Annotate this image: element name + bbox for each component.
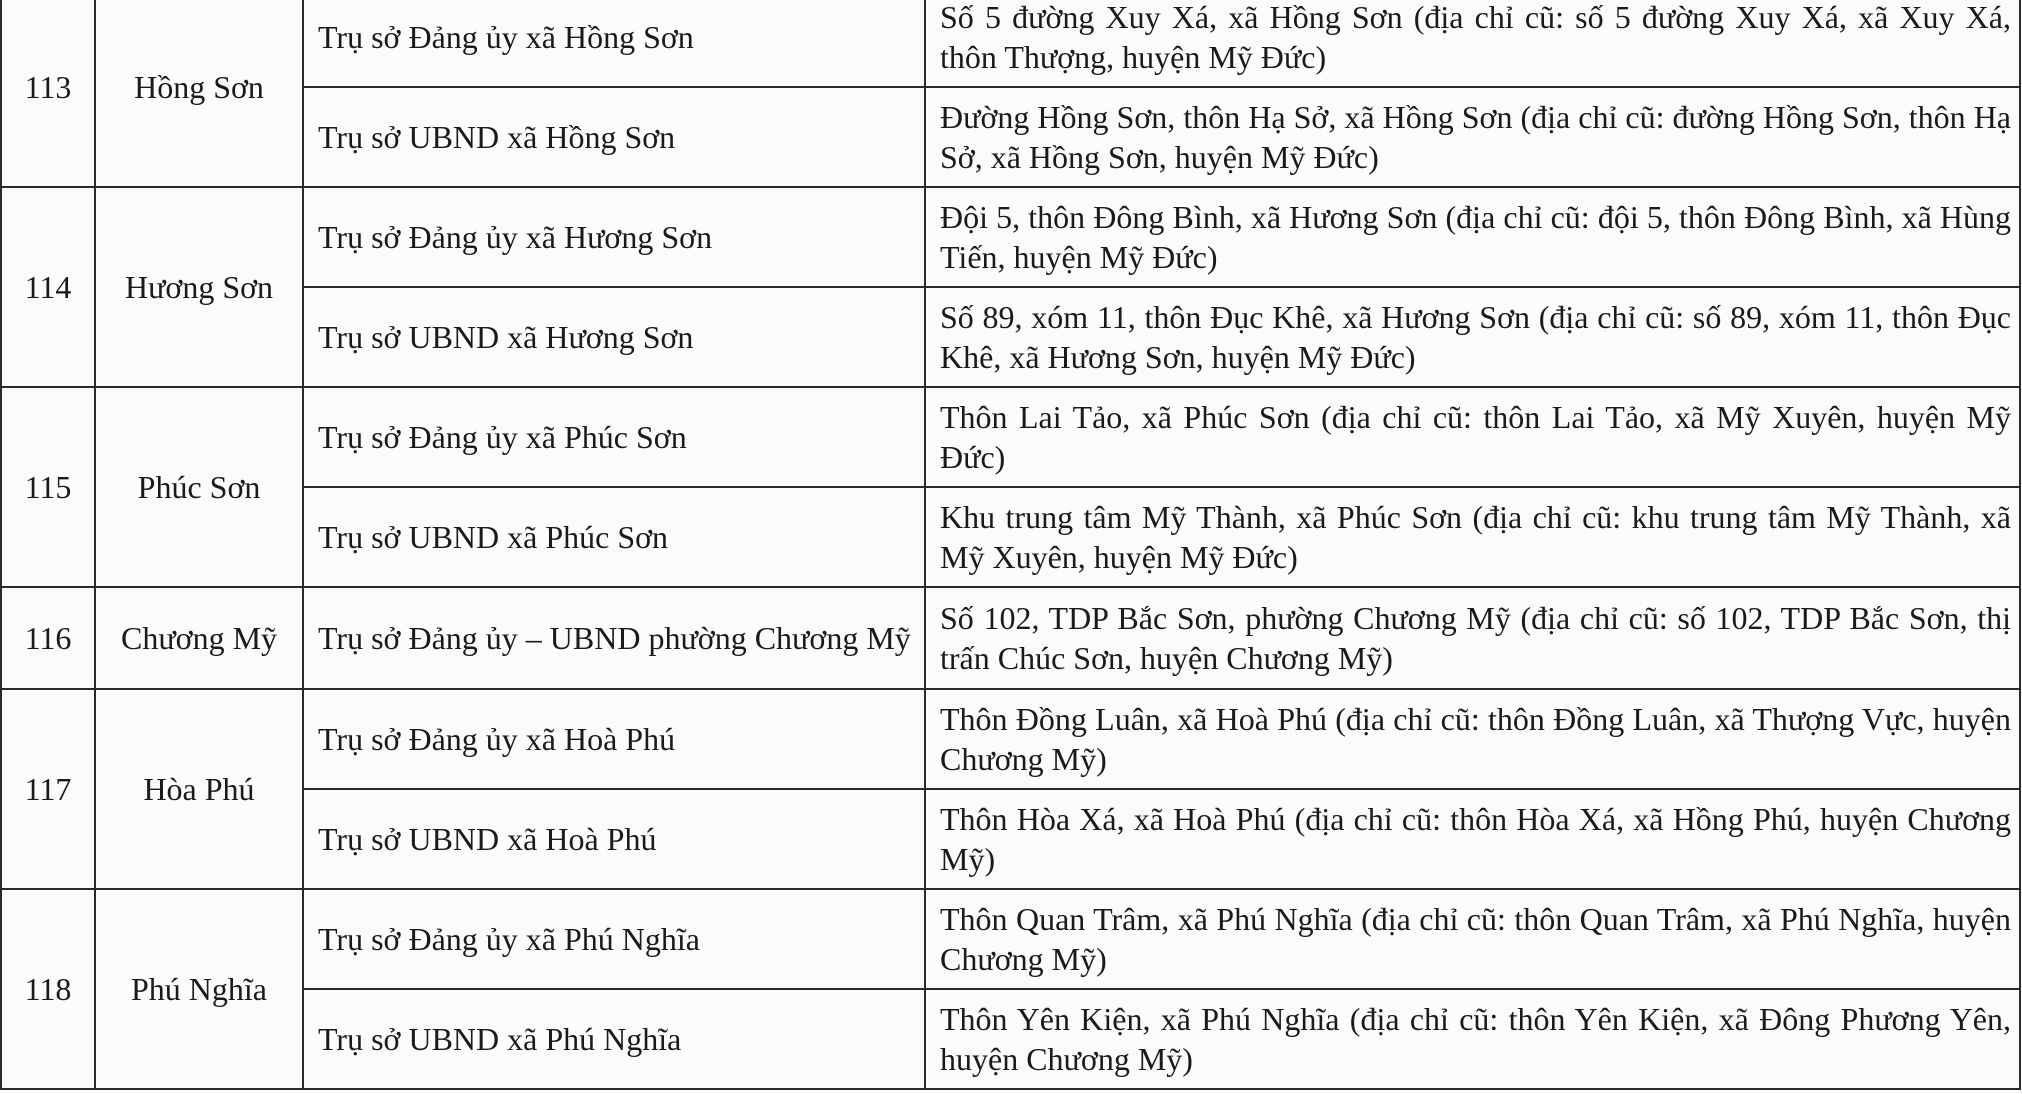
unit-name: Hồng Sơn xyxy=(95,0,303,187)
table-row xyxy=(1,789,2020,889)
table-row xyxy=(1,487,2020,587)
place-cell: Trụ sở Đảng ủy xã Hoà Phú xyxy=(303,689,925,789)
table-row xyxy=(1,587,2020,689)
address-cell: Thôn Lai Tảo, xã Phúc Sơn (địa chỉ cũ: thôn Lai Tảo, xã Mỹ Xuyên, huyện Mỹ Đức) xyxy=(925,387,2020,487)
place-cell: Trụ sở UBND xã Hoà Phú xyxy=(303,789,925,889)
address-cell: Thôn Đồng Luân, xã Hoà Phú (địa chỉ cũ: thôn Đồng Luân, xã Thượng Vực, huyện Chương Mỹ) xyxy=(925,689,2020,789)
address-cell: Đường Hồng Sơn, thôn Hạ Sở, xã Hồng Sơn (địa chỉ cũ: đường Hồng Sơn, thôn Hạ Sở, xã Hồng Sơn, huyện Mỹ Đức) xyxy=(925,87,2020,187)
address-cell: Thôn Hòa Xá, xã Hoà Phú (địa chỉ cũ: thôn Hòa Xá, xã Hồng Phú, huyện Chương Mỹ) xyxy=(925,789,2020,889)
place-cell: Trụ sở Đảng ủy – UBND phường Chương Mỹ xyxy=(303,587,925,689)
address-cell: Thôn Yên Kiện, xã Phú Nghĩa (địa chỉ cũ: thôn Yên Kiện, xã Đông Phương Yên, huyện Chương Mỹ) xyxy=(925,989,2020,1089)
row-number: 116 xyxy=(1,587,95,689)
address-cell: Đội 5, thôn Đông Bình, xã Hương Sơn (địa chỉ cũ: đội 5, thôn Đông Bình, xã Hùng Tiến, huyện Mỹ Đức) xyxy=(925,187,2020,287)
unit-name: Chương Mỹ xyxy=(95,587,303,689)
table-row xyxy=(1,87,2020,187)
address-cell: Khu trung tâm Mỹ Thành, xã Phúc Sơn (địa chỉ cũ: khu trung tâm Mỹ Thành, xã Mỹ Xuyên, huyện Mỹ Đức) xyxy=(925,487,2020,587)
row-number: 115 xyxy=(1,387,95,587)
place-cell: Trụ sở UBND xã Hồng Sơn xyxy=(303,87,925,187)
address-cell: Thôn Quan Trâm, xã Phú Nghĩa (địa chỉ cũ: thôn Quan Trâm, xã Phú Nghĩa, huyện Chương Mỹ) xyxy=(925,889,2020,989)
place-cell: Trụ sở Đảng ủy xã Hồng Sơn xyxy=(303,0,925,87)
place-cell: Trụ sở UBND xã Phú Nghĩa xyxy=(303,989,925,1089)
row-number: 118 xyxy=(1,889,95,1089)
row-number: 117 xyxy=(1,689,95,889)
table-row xyxy=(1,689,2020,789)
address-cell: Số 89, xóm 11, thôn Đục Khê, xã Hương Sơn (địa chỉ cũ: số 89, xóm 11, thôn Đục Khê, xã Hương Sơn, huyện Mỹ Đức) xyxy=(925,287,2020,387)
table-row xyxy=(1,889,2020,989)
table-row xyxy=(1,287,2020,387)
unit-name: Hương Sơn xyxy=(95,187,303,387)
row-number: 113 xyxy=(1,0,95,187)
address-cell: Số 102, TDP Bắc Sơn, phường Chương Mỹ (địa chỉ cũ: số 102, TDP Bắc Sơn, thị trấn Chúc Sơn, huyện Chương Mỹ) xyxy=(925,587,2020,689)
table-row xyxy=(1,387,2020,487)
place-cell: Trụ sở Đảng ủy xã Hương Sơn xyxy=(303,187,925,287)
table-row xyxy=(1,0,2020,87)
place-cell: Trụ sở UBND xã Phúc Sơn xyxy=(303,487,925,587)
table-row xyxy=(1,989,2020,1089)
unit-name: Phúc Sơn xyxy=(95,387,303,587)
place-cell: Trụ sở Đảng ủy xã Phú Nghĩa xyxy=(303,889,925,989)
place-cell: Trụ sở Đảng ủy xã Phúc Sơn xyxy=(303,387,925,487)
unit-name: Phú Nghĩa xyxy=(95,889,303,1089)
address-cell: Số 5 đường Xuy Xá, xã Hồng Sơn (địa chỉ cũ: số 5 đường Xuy Xá, xã Xuy Xá, thôn Thượng, huyện Mỹ Đức) xyxy=(925,0,2020,87)
table-row xyxy=(1,187,2020,287)
place-cell: Trụ sở UBND xã Hương Sơn xyxy=(303,287,925,387)
row-number: 114 xyxy=(1,187,95,387)
unit-name: Hòa Phú xyxy=(95,689,303,889)
